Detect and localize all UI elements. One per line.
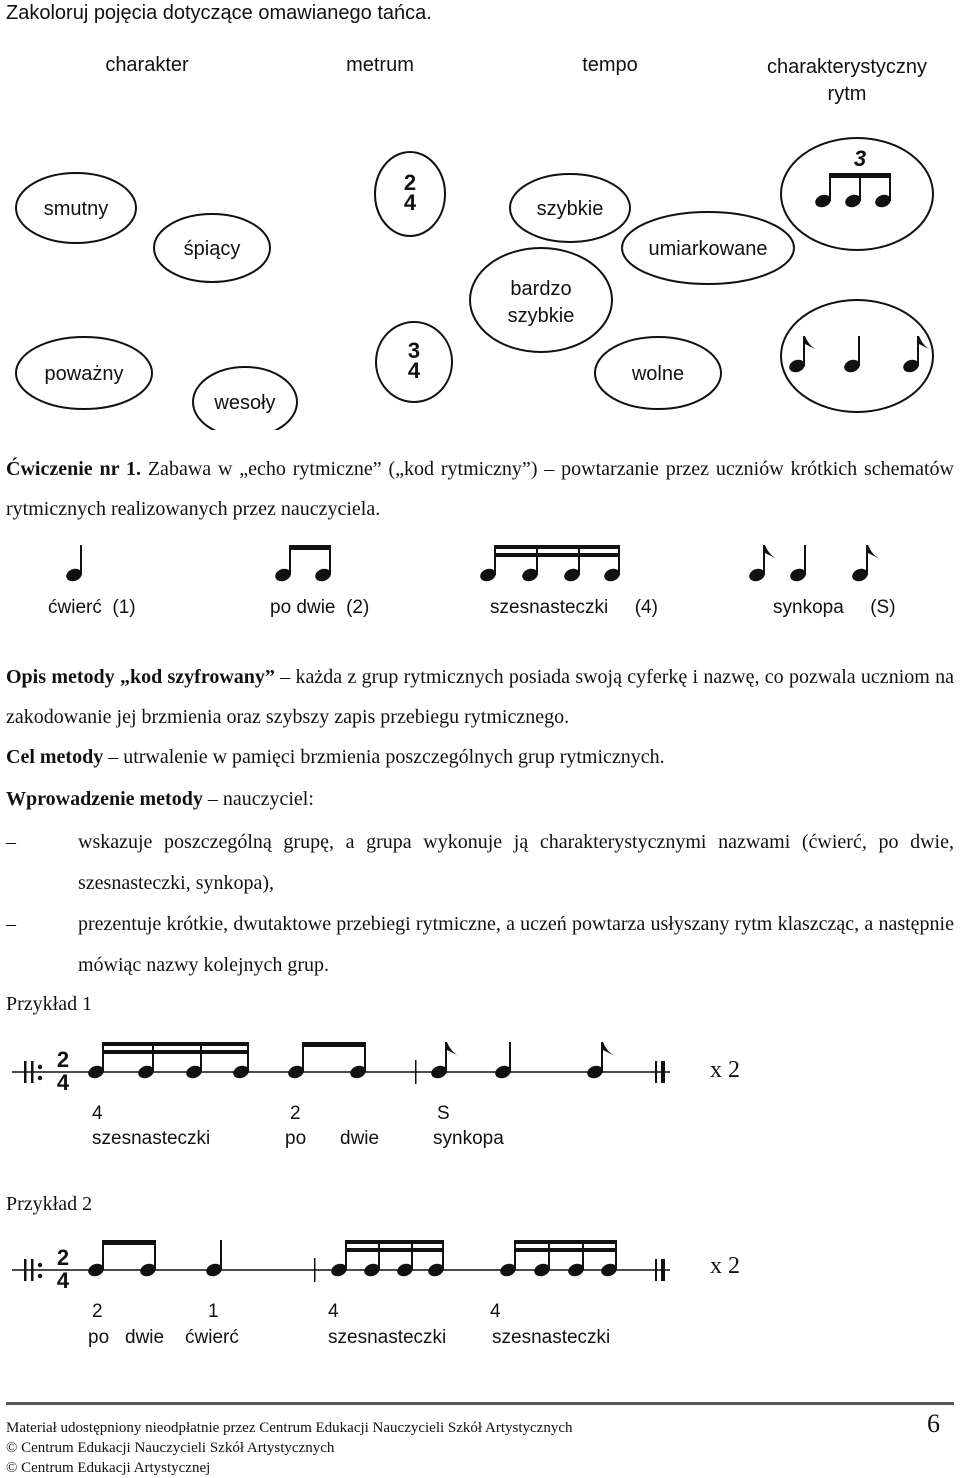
- oval-label-szybkie: szybkie: [536, 198, 604, 220]
- method-description: [6, 657, 954, 737]
- meter-34-top: 3: [407, 338, 421, 363]
- group-label-cwierc: ćwierć (1): [48, 597, 136, 618]
- example2-label: Przykład 2: [6, 1193, 93, 1215]
- example1-name-1: szesnasteczki: [92, 1128, 211, 1149]
- svg-text:2: 2: [56, 1245, 70, 1270]
- oval-label-bardzo-szybkie: szybkie: [507, 305, 575, 327]
- dash: –: [6, 913, 16, 935]
- oval-label-spiacy: śpiący: [183, 238, 241, 260]
- exercise-paragraph: [6, 449, 954, 529]
- footer-line-1: Materiał udostępniony nieodpłatnie przez Centrum Edukacji Nauczycieli Szkół Artystycznych: [6, 1420, 573, 1436]
- method-wpr-text: – nauczyciel:: [207, 788, 314, 810]
- method-wpr-title: Wprowadzenie metody: [6, 788, 203, 810]
- quarter-note-icon: [204, 1240, 223, 1278]
- footer-line-3: © Centrum Edukacji Artystycznej: [6, 1460, 211, 1476]
- example1-label: Przykład 1: [6, 993, 93, 1015]
- sixteenths-icon: [498, 1240, 618, 1278]
- oval-label-smutny: smutny: [43, 198, 109, 220]
- oval-label-powazny: poważny: [44, 363, 124, 385]
- method-item-2: [6, 904, 954, 986]
- dash: –: [6, 831, 16, 853]
- sixteenths-icon: [86, 1042, 250, 1080]
- example2-name-1: po: [88, 1327, 110, 1348]
- group-label-szesnasteczki: szesnasteczki (4): [490, 597, 658, 618]
- oval-label-umiarkowane: umiarkowane: [648, 238, 768, 260]
- syncopa-notes-icon: [787, 336, 931, 374]
- example2-name-5: szesnasteczki: [492, 1327, 611, 1348]
- group-label-po-dwie: po dwie (2): [270, 597, 370, 618]
- oval-label-wolne: wolne: [631, 363, 685, 385]
- group-label-synkopa: synkopa (S): [773, 597, 896, 618]
- svg-text:4: 4: [56, 1070, 70, 1095]
- exercise-title: Ćwiczenie nr 1.: [6, 458, 141, 480]
- category-metrum: metrum: [346, 54, 414, 76]
- category-tempo: tempo: [582, 54, 638, 76]
- method-opis-text: – każda z grup rytmicznych posiada swoją cyferkę i nazwę, co pozwala uczniom na zakodowanie jej brzmienia oraz szybszy zapis przebiegu rytmicznego.: [6, 666, 954, 728]
- oval-label-bardzo: bardzo: [510, 278, 572, 300]
- category-charakter: charakter: [105, 54, 189, 76]
- meter-24-top: 2: [403, 170, 417, 195]
- example2-name-2: dwie: [125, 1327, 165, 1348]
- footer-line-2: © Centrum Edukacji Nauczycieli Szkół Artystycznych: [6, 1440, 335, 1456]
- meter-34-bottom: 4: [407, 358, 421, 383]
- example1-code-2: 2: [290, 1103, 301, 1124]
- example2-name-3: ćwierć: [185, 1327, 239, 1348]
- syncopa-icon: [429, 1042, 615, 1080]
- meter-24-bottom: 4: [403, 190, 417, 215]
- eighths-icon: [286, 1042, 367, 1080]
- sixteenths-icon: [329, 1240, 445, 1278]
- instruction: Zakoloruj pojęcia dotyczące omawianego tańca.: [6, 2, 432, 24]
- example1-repeat: x 2: [710, 1057, 740, 1083]
- triplet-notes-icon: [813, 173, 892, 209]
- example2-code-3: 4: [328, 1301, 339, 1322]
- method-cel-text: – utrwalenie w pamięci brzmienia poszczególnych grup rytmicznych.: [108, 746, 665, 768]
- footer-divider: [6, 1402, 954, 1405]
- quarter-note-icon: [64, 545, 83, 583]
- method-item-text: wskazuje poszczególną grupę, a grupa wykonuje ją charakterystycznymi nazwami (ćwierć, po dwie, szesnasteczki, synkopa),: [78, 831, 954, 894]
- eighths-icon: [86, 1240, 157, 1278]
- example2-name-4: szesnasteczki: [328, 1327, 447, 1348]
- method-item-text: prezentuje krótkie, dwutaktowe przebiegi rytmiczne, a uczeń powtarza usłyszany rytm klaszcząc, a następnie mówiąc nazwy kolejnych grup.: [78, 913, 954, 976]
- category-rytm: charakterystyczny rytm: [766, 56, 928, 105]
- method-cel-title: Cel metody: [6, 746, 104, 768]
- method-intro: [6, 779, 954, 819]
- page-number: 6: [927, 1409, 940, 1438]
- method-opis-title: Opis metody „kod szyfrowany”: [6, 666, 275, 688]
- example2-code-4: 4: [490, 1301, 501, 1322]
- oval-label-wesoly: wesoły: [214, 392, 276, 414]
- example1-name-4: synkopa: [433, 1128, 504, 1149]
- example1-notation: [0, 1030, 960, 1100]
- example2-repeat: x 2: [710, 1253, 740, 1279]
- oval-bardzo-szybkie: [470, 248, 612, 352]
- triplet-number: 3: [853, 146, 867, 171]
- svg-text:2: 2: [56, 1047, 70, 1072]
- footer: [6, 1418, 573, 1478]
- method-goal: [6, 737, 954, 777]
- four-sixteenths-icon: [478, 545, 621, 583]
- svg-text:4: 4: [56, 1268, 70, 1293]
- method-item-1: [6, 822, 954, 904]
- example1-code-3: S: [437, 1103, 450, 1124]
- exercise-text: Zabawa w „echo rytmiczne” („kod rytmiczny”) – powtarzanie przez uczniów krótkich schematów rytmicznych realizowanych przez nauczyciela.: [6, 458, 954, 520]
- example2-notation: [0, 1228, 960, 1298]
- syncopa-icon: [747, 545, 880, 583]
- example1-name-2: po: [285, 1128, 307, 1149]
- example1-code-1: 4: [92, 1103, 103, 1124]
- concept-ovals: [0, 130, 960, 430]
- two-eighths-icon: [273, 545, 332, 583]
- example2-code-2: 1: [208, 1301, 219, 1322]
- example2-code-1: 2: [92, 1301, 103, 1322]
- example1-name-3: dwie: [340, 1128, 380, 1149]
